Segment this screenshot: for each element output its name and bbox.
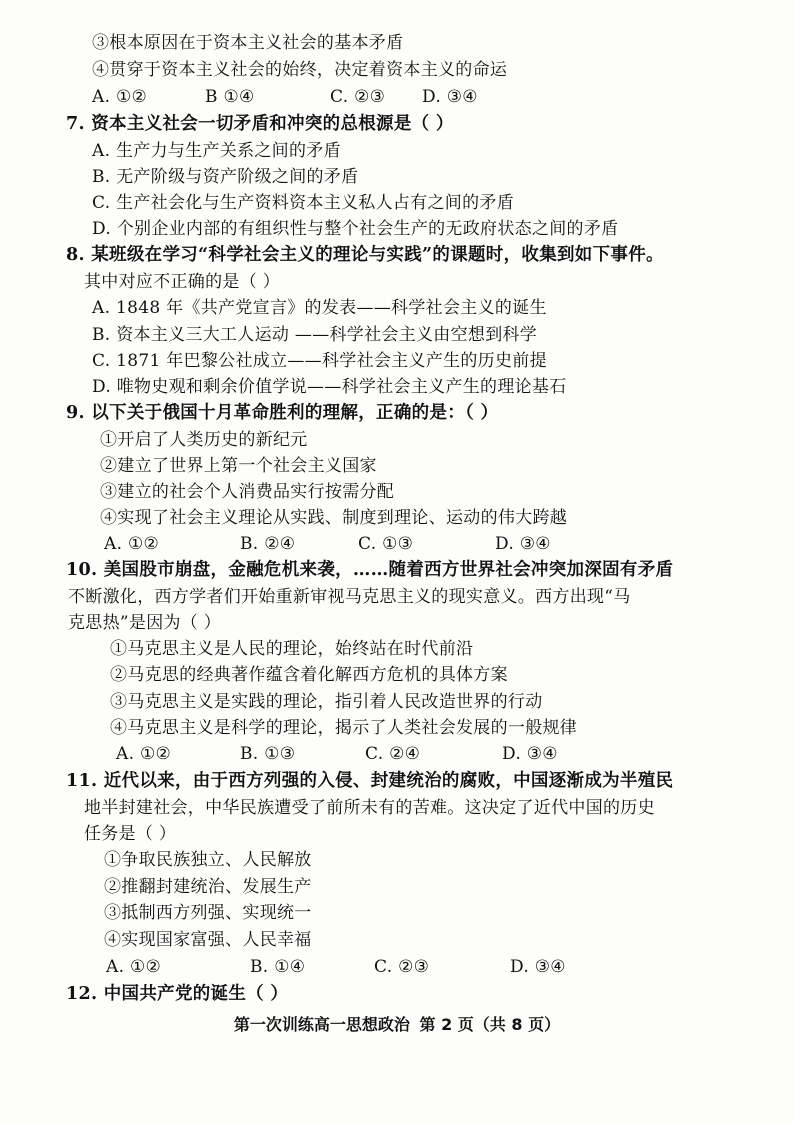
q9-option-b: B. ②④: [240, 534, 296, 554]
q11-option-a: A. ①②: [106, 957, 162, 977]
q9-statement-3: ③建立的社会个人消费品实行按需分配: [100, 482, 395, 502]
q10-statement-3: ③马克思主义是实践的理论，指引着人民改造世界的行动: [110, 692, 543, 712]
q11-option-c: C. ②③: [374, 957, 430, 977]
q10-stem-line-1: 10. 美国股市崩盘，金融危机来袭，……随着西方世界社会冲突加深固有矛盾: [66, 560, 674, 580]
q12-stem: 12. 中国共产党的诞生（ ）: [66, 984, 289, 1004]
q10-stem-line-3: 克思热”是因为（ ）: [68, 613, 222, 633]
q9-statement-2: ②建立了世界上第一个社会主义国家: [100, 456, 377, 476]
q10-statement-4: ④马克思主义是科学的理论，揭示了人类社会发展的一般规律: [110, 718, 578, 738]
q6-statement-3: ③根本原因在于资本主义社会的基本矛盾: [92, 33, 404, 53]
q6-option-a: A. ①②: [92, 87, 148, 107]
q6-option-d: D. ③④: [422, 87, 478, 107]
q11-option-d: D. ③④: [510, 957, 566, 977]
q7-option-a: A. 生产力与生产关系之间的矛盾: [92, 141, 341, 161]
q7-option-d: D. 个别企业内部的有组织性与整个社会生产的无政府状态之间的矛盾: [92, 219, 619, 239]
q8-stem-line-1: 8. 某班级在学习“科学社会主义的理论与实践”的课题时，收集到如下事件。: [66, 245, 664, 265]
q7-option-b: B. 无产阶级与资产阶级之间的矛盾: [92, 167, 359, 187]
q8-option-a: A. 1848 年《共产党宣言》的发表——科学社会主义的诞生: [92, 298, 547, 318]
q9-option-d: D. ③④: [495, 534, 551, 554]
q10-option-c: C. ②④: [365, 744, 421, 764]
q11-statement-4: ④实现国家富强、人民幸福: [104, 930, 312, 950]
q9-option-a: A. ①②: [104, 534, 160, 554]
q10-stem-line-2: 不断激化，西方学者们开始重新审视马克思主义的现实意义。西方出现“马: [68, 587, 631, 607]
q7-stem: 7. 资本主义社会一切矛盾和冲突的总根源是（ ）: [66, 114, 454, 134]
q11-stem-line-3: 任务是（ ）: [84, 824, 177, 844]
q10-option-d: D. ③④: [502, 744, 558, 764]
q11-statement-1: ①争取民族独立、人民解放: [104, 850, 312, 870]
footer-page-number: 第 2 页（共 8 页）: [419, 1015, 561, 1034]
q11-option-b: B. ①④: [250, 957, 306, 977]
q8-option-b: B. 资本主义三大工人运动 ——科学社会主义由空想到科学: [92, 325, 538, 345]
q11-stem-line-2: 地半封建社会，中华民族遭受了前所未有的苦难。这决定了近代中国的历史: [84, 798, 655, 818]
q10-option-b: B. ①③: [240, 744, 296, 764]
q7-option-c: C. 生产社会化与生产资料资本主义私人占有之间的矛盾: [92, 193, 515, 213]
q11-statement-2: ②推翻封建统治、发展生产: [104, 877, 312, 897]
q8-option-d: D. 唯物史观和剩余价值学说——科学社会主义产生的理论基石: [92, 377, 567, 397]
q9-statement-4: ④实现了社会主义理论从实践、制度到理论、运动的伟大跨越: [100, 508, 568, 528]
q6-option-c: C. ②③: [330, 87, 386, 107]
q8-stem-line-2: 其中对应不正确的是（ ）: [84, 272, 281, 292]
q10-option-a: A. ①②: [116, 744, 172, 764]
page-footer: [0, 1012, 794, 1035]
q11-statement-3: ③抵制西方列强、实现统一: [104, 903, 312, 923]
q11-stem-line-1: 11. 近代以来，由于西方列强的入侵、封建统治的腐败，中国逐渐成为半殖民: [66, 771, 674, 791]
q6-option-b: B ①④: [205, 87, 255, 107]
q9-stem: 9. 以下关于俄国十月革命胜利的理解，正确的是：（ ）: [66, 403, 499, 423]
q9-statement-1: ①开启了人类历史的新纪元: [100, 430, 308, 450]
q10-statement-1: ①马克思主义是人民的理论，始终站在时代前沿: [110, 639, 474, 659]
q10-statement-2: ②马克思的经典著作蕴含着化解西方危机的具体方案: [110, 665, 508, 685]
footer-exam-title: 第一次训练高一思想政治: [233, 1015, 410, 1034]
q6-statement-4: ④贯穿于资本主义社会的始终，决定着资本主义的命运: [92, 60, 508, 80]
q9-option-c: C. ①③: [358, 534, 414, 554]
q8-option-c: C. 1871 年巴黎公社成立——科学社会主义产生的历史前提: [92, 351, 547, 371]
